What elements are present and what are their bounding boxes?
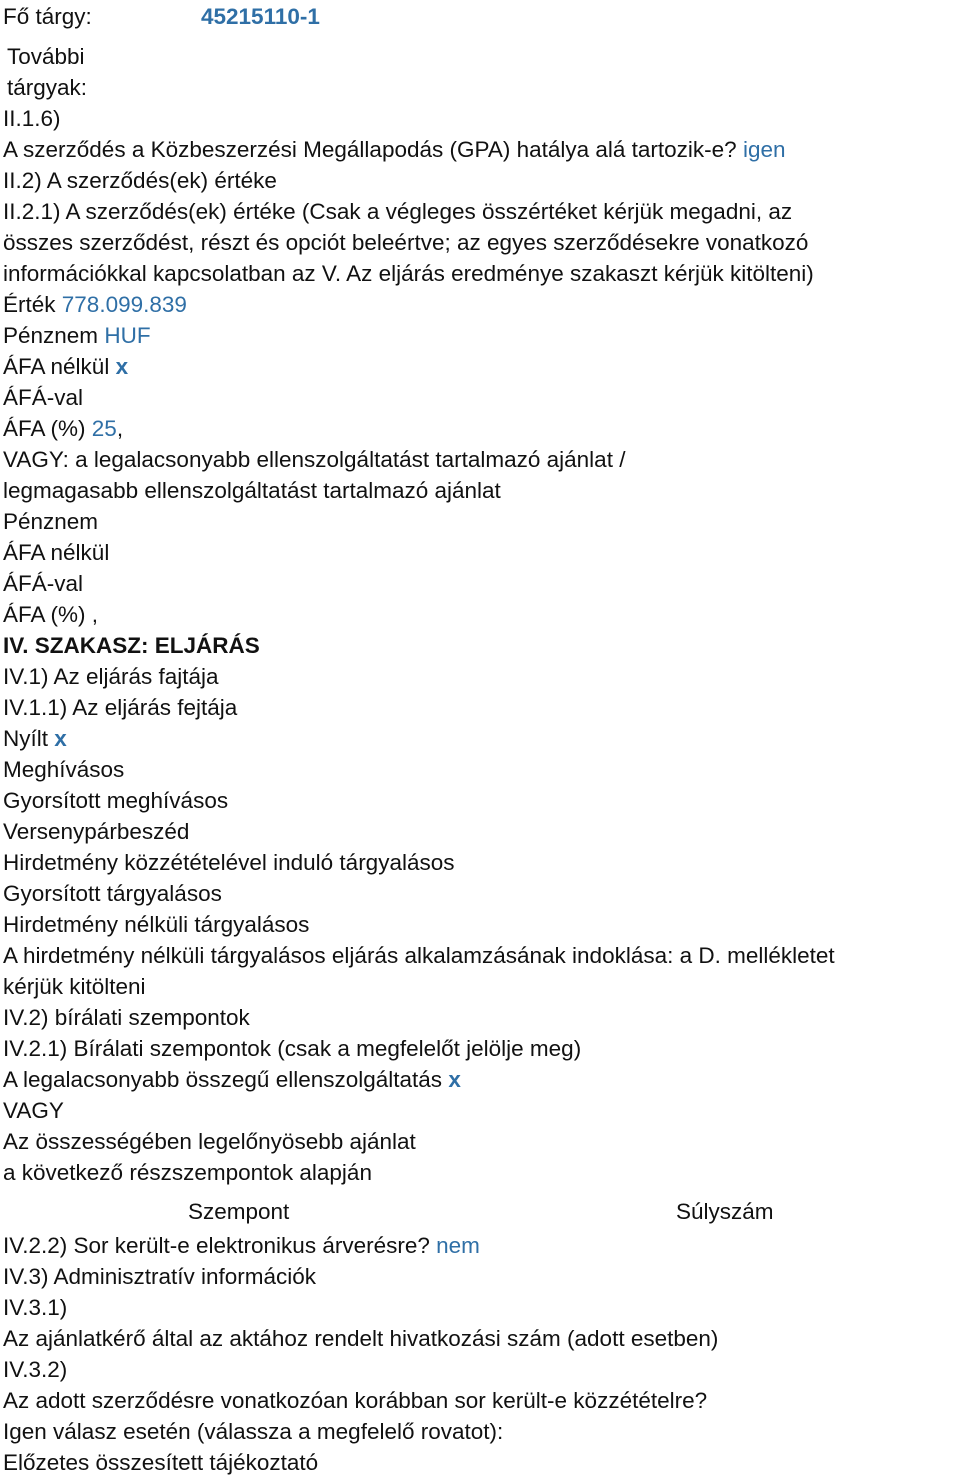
currency-label-2: Pénznem: [3, 509, 99, 534]
currency-value: HUF: [104, 323, 151, 348]
meat-line-1: Az összességében legelőnyösebb ajánlat: [3, 1129, 416, 1154]
additional-label-text-1: További: [7, 44, 85, 69]
additional-label-text-2: tárgyak:: [7, 75, 88, 100]
value-intro-line-1: II.2.1) A szerződés(ek) értéke (Csak a végleges összértéket kérjük megadni, az: [3, 199, 793, 224]
criteria-heading: IV.2) bírálati szempontok: [3, 1005, 250, 1030]
without-vat-label-2: ÁFA nélkül: [3, 540, 110, 565]
without-vat-label: ÁFA nélkül: [3, 354, 110, 379]
criteria-sub-heading: IV.2.1) Bírálati szempontok (csak a megfelelőt jelölje meg): [3, 1036, 582, 1061]
vat-pct-comma: ,: [116, 416, 124, 441]
open-procedure-label: Nyílt: [3, 726, 48, 751]
lowest-price-mark: x: [448, 1067, 461, 1092]
accelerated-restricted-procedure: Gyorsított meghívásos: [3, 788, 229, 813]
criteria-column-header: Szempont: [188, 1199, 290, 1224]
vat-pct-row-2: [3, 599, 958, 630]
justification-line-2: kérjük kitölteni: [3, 974, 146, 999]
auction-answer: nem: [436, 1233, 480, 1258]
weight-column-header: Súlyszám: [676, 1199, 774, 1224]
lowest-price-label: A legalacsonyabb összegű ellenszolgáltatás: [3, 1067, 443, 1092]
previous-publication-question: Az adott szerződésre vonatkozóan korábban sor került-e közzétételre?: [3, 1388, 708, 1413]
or-line-1: VAGY: a legalacsonyabb ellenszolgáltatást tartalmazó ajánlat /: [3, 447, 626, 472]
gpa-question: A szerződés a Közbeszerzési Megállapodás (GPA) hatálya alá tartozik-e?: [3, 137, 737, 162]
competitive-dialogue: Versenypárbeszéd: [3, 819, 190, 844]
with-vat-label-2: ÁFÁ-val: [3, 571, 84, 596]
main-subject-label: Fő tárgy:: [3, 4, 92, 29]
document-page: [3, 0, 958, 1478]
procedure-type-sub-heading: IV.1.1) Az eljárás fejtája: [3, 695, 238, 720]
restricted-procedure: Meghívásos: [3, 757, 125, 782]
criteria-table-header: [3, 1194, 958, 1230]
admin-heading: IV.3) Adminisztratív információk: [3, 1264, 317, 1289]
auction-question: IV.2.2) Sor került-e elektronikus árverésre?: [3, 1233, 430, 1258]
vat-pct-value: 25: [91, 416, 117, 441]
gpa-row: [3, 134, 958, 165]
open-procedure-row: [3, 723, 958, 754]
value-row: [3, 289, 958, 320]
meat-line-2: a következő részszempontok alapján: [3, 1160, 372, 1185]
currency-label: Pénznem: [3, 323, 99, 348]
negotiated-without-notice: Hirdetmény nélküli tárgyalásos: [3, 912, 310, 937]
or-label: VAGY: [3, 1098, 64, 1123]
procedure-type-heading: IV.1) Az eljárás fajtája: [3, 664, 219, 689]
additional-subjects-label-2: [3, 72, 958, 103]
prior-information-notice: Előzetes összesített tájékoztató: [3, 1450, 319, 1475]
additional-subjects-label-1: [3, 41, 958, 72]
vat-pct-comma-2: ,: [91, 602, 99, 627]
with-vat-label: ÁFÁ-val: [3, 385, 84, 410]
vat-pct-label-2: ÁFA (%): [3, 602, 86, 627]
lowest-price-row: [3, 1064, 958, 1095]
previous-publication-instruction: Igen válasz esetén (válassza a megfelelő rovatot):: [3, 1419, 504, 1444]
justification-line-1: A hirdetmény nélküli tárgyalásos eljárás alkalamzásának indoklása: a D. mellékletet: [3, 943, 835, 968]
value-intro-line-3: információkkal kapcsolatban az V. Az eljárás eredménye szakaszt kérjük kitölteni): [3, 261, 814, 286]
currency-row: [3, 320, 958, 351]
main-subject-row: [3, 1, 958, 32]
negotiated-with-notice: Hirdetmény közzétételével induló tárgyalásos: [3, 850, 455, 875]
gpa-heading: II.1.6): [3, 106, 61, 131]
main-subject-value: 45215110-1: [201, 4, 320, 29]
vat-pct-row: [3, 413, 958, 444]
previous-publication-heading: IV.3.2): [3, 1357, 68, 1382]
value-amount: 778.099.839: [61, 292, 187, 317]
value-heading: II.2) A szerződés(ek) értéke: [3, 168, 277, 193]
without-vat-row: [3, 351, 958, 382]
auction-row: [3, 1230, 958, 1261]
reference-text: Az ajánlatkérő által az aktához rendelt hivatkozási szám (adott esetben): [3, 1326, 719, 1351]
gpa-answer: igen: [742, 137, 786, 162]
or-line-2: legmagasabb ellenszolgáltatást tartalmazó ajánlat: [3, 478, 501, 503]
accelerated-negotiated: Gyorsított tárgyalásos: [3, 881, 222, 906]
reference-heading: IV.3.1): [3, 1295, 68, 1320]
without-vat-mark: x: [115, 354, 129, 379]
value-label: Érték: [3, 292, 56, 317]
section-iv-title: IV. SZAKASZ: ELJÁRÁS: [3, 633, 260, 658]
value-intro-line-2: összes szerződést, részt és opciót beleértve; az egyes szerződésekre vonatkozó: [3, 230, 809, 255]
vat-pct-label: ÁFA (%): [3, 416, 86, 441]
open-procedure-mark: x: [54, 726, 67, 751]
